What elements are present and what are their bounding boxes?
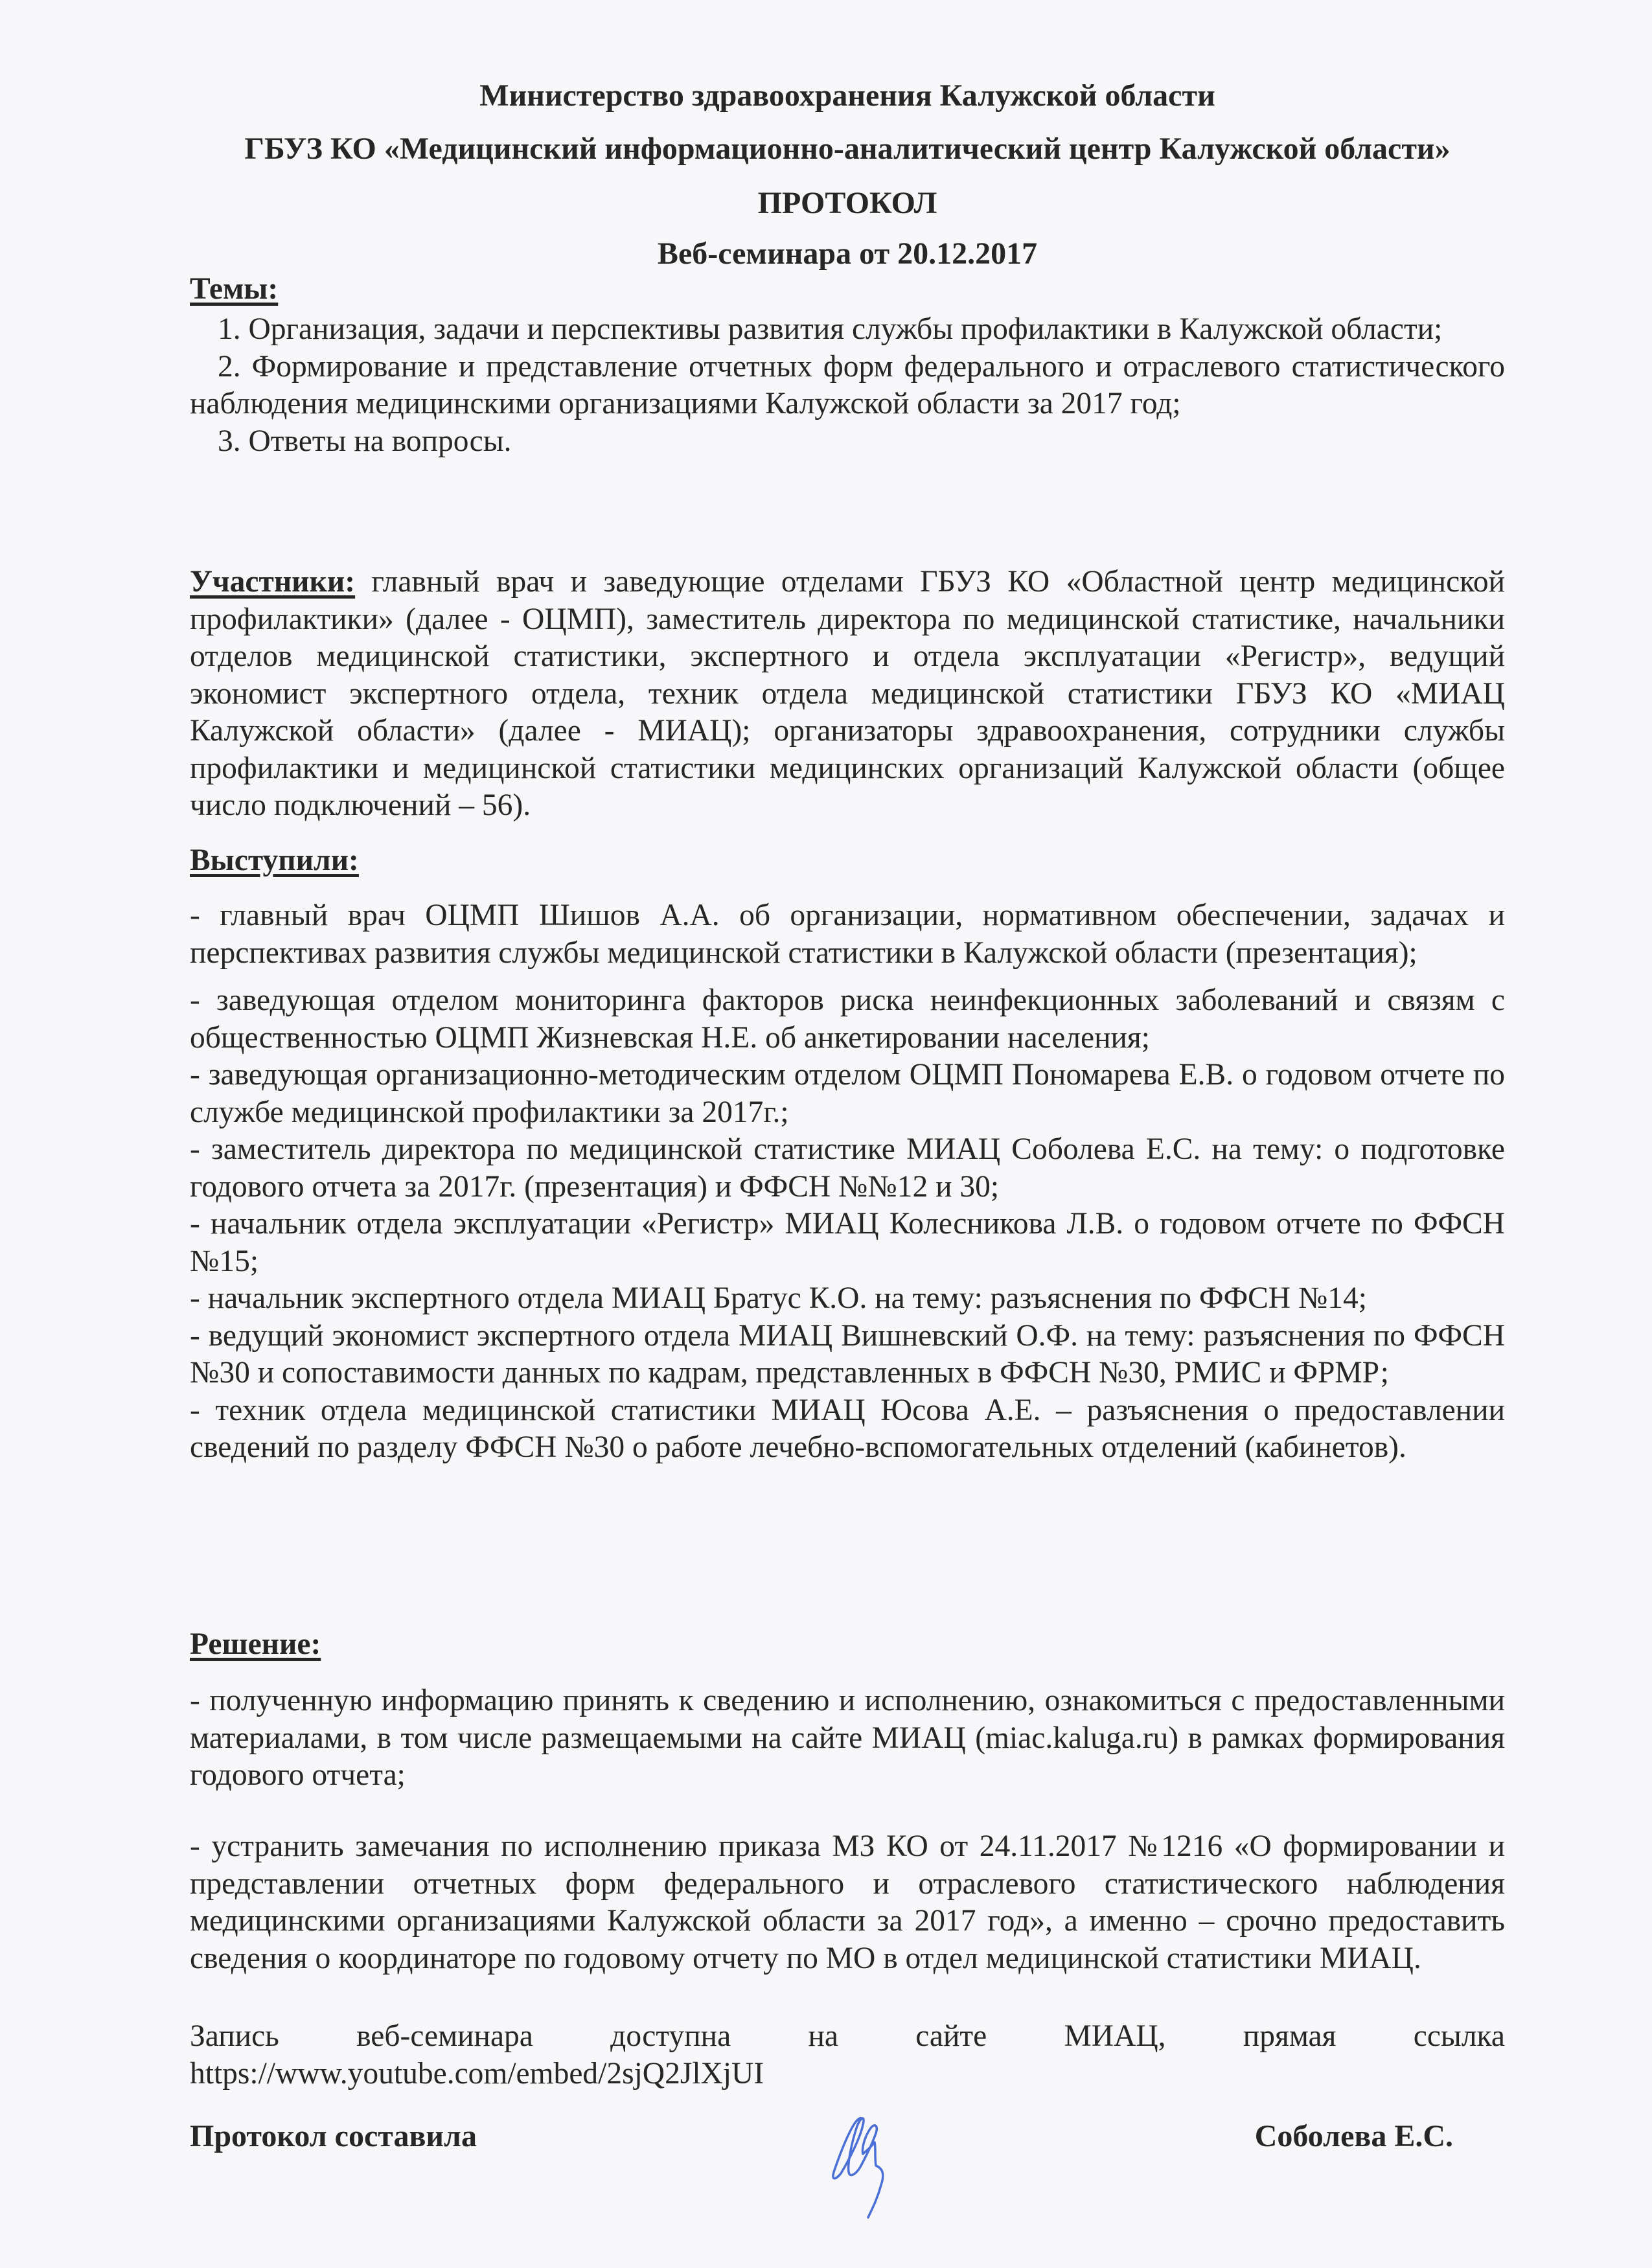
document-type: ПРОТОКОЛ [757,186,937,220]
recording-link[interactable]: https://www.youtube.com/embed/2sjQ2JlXjUI [190,2056,764,2090]
decision-heading: Решение: [190,1627,321,1661]
organization-title: ГБУЗ КО «Медицинский информационно-аналитический центр Калужской области» [244,132,1451,166]
speaker-item: - техник отдела медицинской статистики МИАЦ Юсова А.Е. – разъяснения о предоставлении сведений по разделу ФФСН №30 о работе лечебно-вспомогательных отделений (кабинетов). [190,1393,1505,1464]
handwritten-signature-icon [823,2109,907,2225]
compiled-by-label: Протокол составила [190,2119,477,2153]
author-name: Соболева Е.С. [1254,2119,1453,2153]
speaker-item: - ведущий экономист экспертного отдела МИАЦ Вишневский О.Ф. на тему: разъяснения по ФФСН №30 и сопоставимости данных по кадрам, представленных в ФФСН №30, РМИС и ФРМР; [190,1318,1505,1390]
topics-section-heading-row [190,271,1505,308]
participants-heading: Участники: [190,565,356,599]
speaker-item: - заведующая организационно-методическим отделом ОЦМП Пономарева Е.В. о годовом отчете по службе медицинской профилактики за 2017г.; [190,1058,1505,1129]
topics-heading: Темы: [190,272,279,306]
speaker-item: - начальник отдела эксплуатации «Регистр» МИАЦ Колесникова Л.В. о годовом отчете по ФФСН №15; [190,1207,1505,1278]
decision-section-heading-row [190,1626,1505,1664]
speakers-section-heading-row [190,842,1505,880]
participants-paragraph [190,564,1505,825]
recording-text: Запись веб-семинара доступна на сайте МИАЦ, прямая ссылка [190,2019,1505,2053]
participants-text: главный врач и заведующие отделами ГБУЗ КО «Областной центр медицинской профилактики» (далее - ОЦМП), заместитель директора по медицинской статистике, начальники отделов медицинской статистики, экспертного и отдела эксплуатации «Регистр», ведущий экономист экспертного отдела, техник отдела медицинской статистики ГБУЗ КО «МИАЦ Калужской области» (далее - МИАЦ); организаторы здравоохранения, сотрудники службы профилактики и медицинской статистики медицинских организаций Калужской области (общее число подключений – 56). [190,565,1505,822]
topics-list [190,311,1505,460]
speaker-item: - заведующая отделом мониторинга факторов риска неинфекционных заболеваний и связям с общественностью ОЦМП Жизневская Н.Е. об анкетировании населения; [190,983,1505,1055]
topic-item: 1. Организация, задачи и перспективы развития службы профилактики в Калужской области; [218,312,1443,346]
topic-item: 3. Ответы на вопросы. [218,424,512,458]
topic-item: 2. Формирование и представление отчетных форм федерального и отраслевого статистического наблюдения медицинскими организациями Калужской области за 2017 год; [190,349,1505,420]
document-subtitle: Веб-семинара от 20.12.2017 [657,236,1038,271]
speaker-item: - заместитель директора по медицинской статистике МИАЦ Соболева Е.С. на тему: о подготовке годового отчета за 2017г. (презентация) и ФФСН №№12 и 30; [190,1132,1505,1204]
decision-item: - полученную информацию принять к сведению и исполнению, ознакомиться с предоставленными материалами, в том числе размещаемыми на сайте МИАЦ (miac.kaluga.ru) в рамках формирования годового отчета; [190,1684,1505,1792]
ministry-title: Министерство здравоохранения Калужской области [479,78,1215,113]
decision-item: - устранить замечания по исполнению приказа МЗ КО от 24.11.2017 №1216 «О формировании и представлении отчетных форм федерального и отраслевого статистического наблюдения медицинскими организациями Калужской области за 2017 год», а именно – срочно предоставить сведения о координаторе по годовому отчету по МО в отдел медицинской статистики МИАЦ. [190,1829,1505,1975]
recording-paragraph [190,2018,1505,2092]
speaker-item: - главный врач ОЦМП Шишов А.А. об организации, нормативном обеспечении, задачах и перспективах развития службы медицинской статистики в Калужской области (презентация); [190,899,1505,970]
speaker-item: - начальник экспертного отдела МИАЦ Братус К.О. на тему: разъяснения по ФФСН №14; [190,1281,1367,1315]
speakers-heading: Выступили: [190,843,359,877]
speakers-list [190,897,1505,1467]
